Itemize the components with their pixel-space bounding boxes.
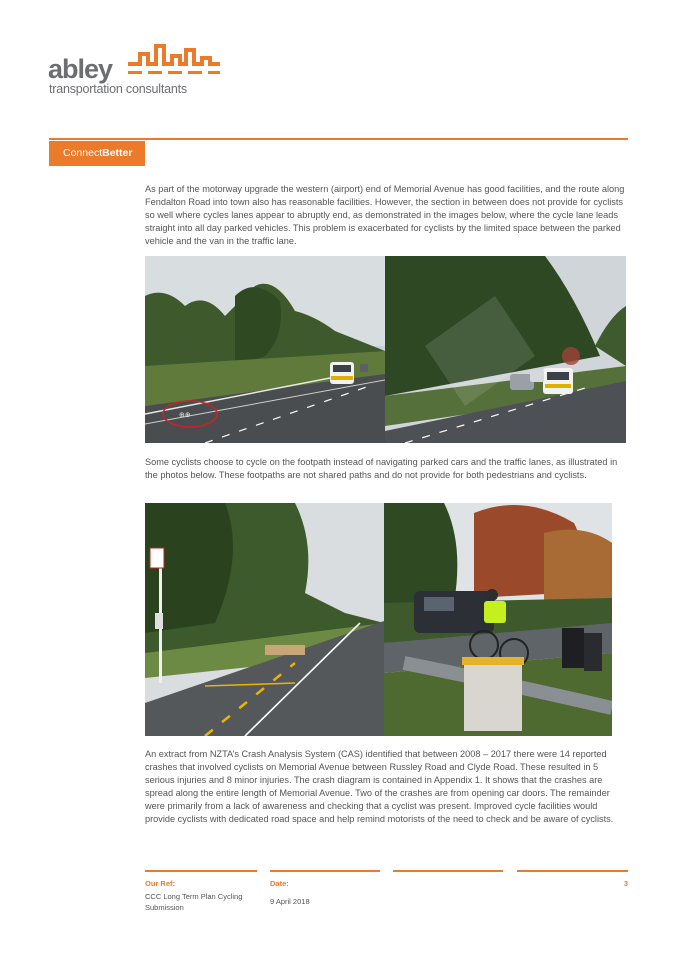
- footer-ref-value: CCC Long Term Plan Cycling Submission: [145, 892, 243, 912]
- paragraph-memorial-avenue: As part of the motorway upgrade the western (airport) end of Memorial Avenue has good facilities, and the route along Fendalton Road into town also has reasonable facilities. However, the section in between does not provide for cyclists so well where cycles lanes appear to abruptly end, as demonstrated in the images below, where the cycle lane leads straight into all day parked vehicles. This problem is exacerbated for cyclists by the limited space between the parked vehicle and the van in the traffic lane.: [145, 184, 625, 246]
- paragraph-footpath-cycling: Some cyclists choose to cycle on the footpath instead of navigating parked cars and the traffic lanes, as illustrated in the photos below. These footpaths are not shared paths and do not provide for both pedestrians and cyclists.: [145, 457, 618, 480]
- logo-tagline: transportation consultants: [49, 82, 187, 96]
- footer-date-value: 9 April 2018: [270, 897, 310, 906]
- photo-parked-vehicles: [385, 256, 626, 443]
- company-logo: [48, 40, 187, 100]
- footer-ref-label: Our Ref:: [145, 879, 175, 888]
- tag-prefix: Connect: [63, 147, 103, 159]
- logo-wordmark: abley: [48, 54, 113, 84]
- photo-cyclist-on-footpath: [384, 503, 612, 736]
- page-number: 3: [623, 879, 628, 888]
- footer-date-label: Date:: [270, 879, 289, 888]
- abley-logo-mark: [126, 42, 222, 80]
- tag-bold: Better: [102, 147, 133, 159]
- footer-rule-date: [270, 870, 380, 872]
- header-divider: [49, 138, 628, 140]
- footer-rule-blank-2: [517, 870, 628, 872]
- footer-rule-blank-1: [393, 870, 503, 872]
- footer-rule-ref: [145, 870, 257, 872]
- connect-better-tag: [49, 141, 145, 166]
- photo-cycle-lane-ends: [145, 256, 385, 443]
- photo-road-bus-stop: [145, 503, 384, 736]
- svg-text:⊕⊕: ⊕⊕: [179, 411, 191, 419]
- paragraph-crash-analysis: An extract from NZTA’s Crash Analysis System (CAS) identified that between 2008 – 2017 there were 14 reported crashes that involved cyclists on Memorial Avenue between Russley Road and Clyde Road. These resulted in 5 serious injuries and 8 minor injuries. The crash diagram is contained in Appendix 1. It shows that the crashes are spread along the entire length of Memorial Avenue. Two of the crashes are from opening car doors. The remainder were primarily from a lack of awareness and checking that a cyclist was present. Improved cycle facilities would provide cyclists with dedicated road space and help remind motorists of the need to check and be aware of cyclists.: [145, 749, 614, 824]
